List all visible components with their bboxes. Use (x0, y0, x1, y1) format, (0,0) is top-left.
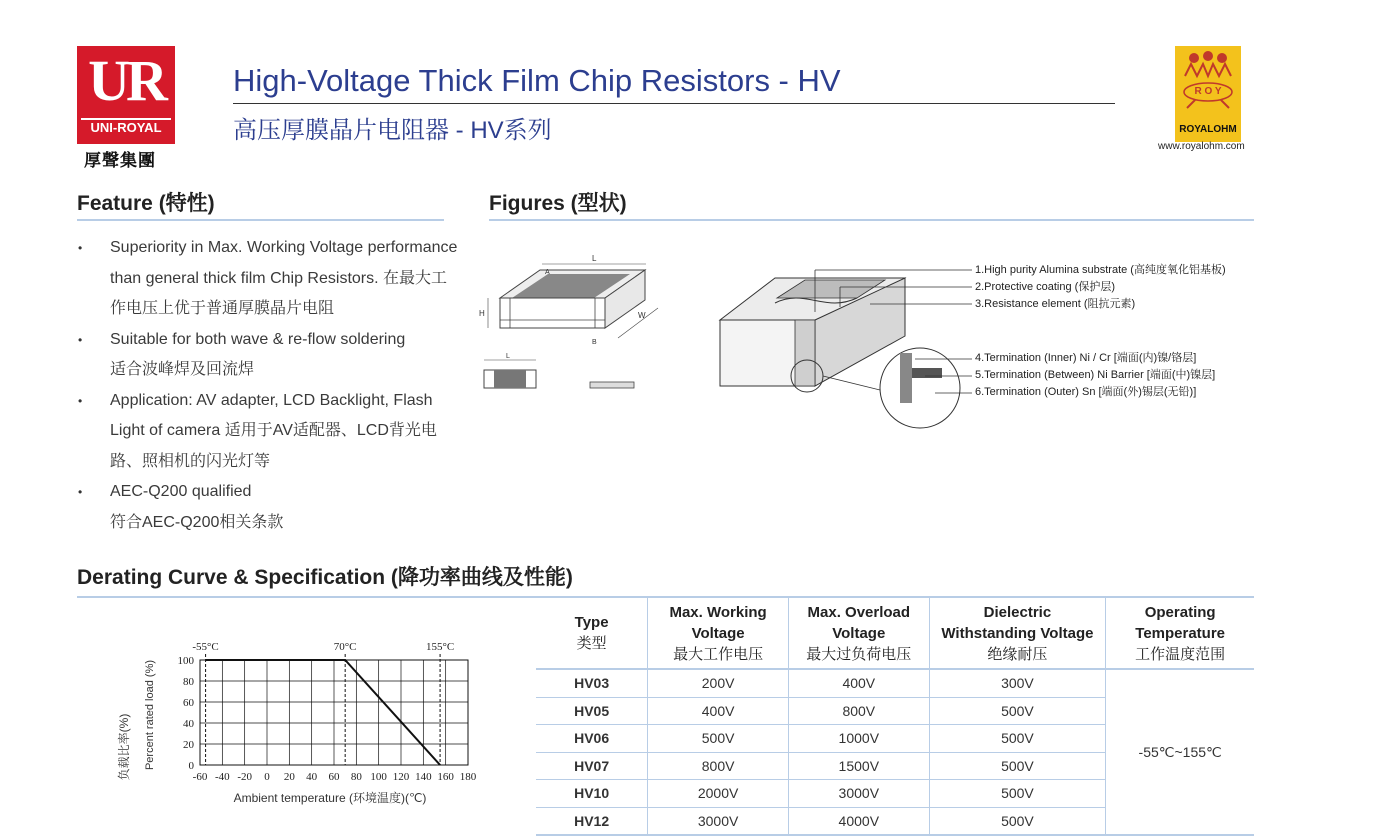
label-coating: 2.Protective coating (保护层) (975, 281, 1115, 293)
svg-text:L: L (592, 254, 597, 263)
svg-text:L: L (506, 353, 510, 360)
x-tick-label: -40 (214, 771, 230, 783)
y-tick-label: 0 (188, 760, 194, 772)
chart-ylabel-cn: 负载比率(%) (117, 713, 131, 781)
header-mwv: Max. Working Voltage 最大工作电压 (648, 598, 789, 669)
logo-cn: 厚聲集團 (84, 151, 156, 170)
header-mov: Max. Overload Voltage 最大过负荷电压 (789, 598, 930, 669)
x-tick-label: 120 (392, 771, 410, 783)
y-tick-label: 40 (183, 718, 194, 730)
x-tick-label: 40 (306, 771, 318, 783)
header-dwv: Dielectric Withstanding Voltage 绝缘耐压 (929, 598, 1106, 669)
x-tick-label: 0 (264, 771, 270, 783)
royalohm-logo (1175, 46, 1241, 142)
x-tick-label: -60 (192, 771, 208, 783)
operating-temp-cell: -55℃~155℃ (1106, 669, 1254, 835)
chart-ref-lines (206, 654, 441, 765)
table-row: HV10 2000V 3000V 500V (536, 780, 1254, 808)
table-row: HV05 400V 800V 500V (536, 697, 1254, 725)
top-label: 70°C (333, 641, 357, 653)
svg-text:B: B (592, 339, 597, 346)
figures-rule (489, 219, 1254, 221)
x-tick-label: -20 (237, 771, 253, 783)
figure-labels (975, 262, 1226, 401)
x-tick-label: 140 (415, 771, 432, 783)
royalohm-url: www.royalohm.com (1158, 141, 1245, 152)
y-tick-label: 60 (183, 697, 194, 709)
chart-grid (200, 660, 468, 765)
list-item: • Superiority in Max. Working Voltage performance than general thick film Chip Resistors. 在最大工 作电压上优于普通厚膜晶片电阻 (78, 233, 458, 325)
figure-leader-lines (810, 262, 980, 402)
list-item: • AEC-Q200 qualified 符合AEC-Q200相关条款 (78, 477, 458, 538)
feature-rule (77, 219, 444, 221)
crown-icon (1175, 46, 1241, 120)
figures-heading: Figures (型状) (489, 192, 627, 215)
top-labels (192, 641, 454, 653)
label-term-between: 5.Termination (Between) Ni Barrier [端面(中)镍层] (975, 369, 1216, 381)
x-tick-label: 20 (283, 771, 295, 783)
feature-list (78, 233, 458, 538)
y-tick-label: 80 (183, 676, 194, 688)
derating-heading: Derating Curve & Specification (降功率曲线及性能) (77, 566, 573, 589)
uniroyal-logo (77, 46, 175, 144)
svg-text:W: W (638, 311, 646, 320)
table-row: HV12 3000V 4000V 500V (536, 807, 1254, 835)
label-term-outer: 6.Termination (Outer) Sn [端面(外)锡层(无铅)] (975, 386, 1197, 398)
x-tick-label: 100 (370, 771, 387, 783)
page-subtitle: 高压厚膜晶片电阻器 - HV系列 (233, 117, 552, 144)
header-optemp: Operating Temperature 工作温度范围 (1106, 598, 1254, 669)
svg-text:A: A (545, 269, 550, 276)
feature-heading: Feature (特性) (77, 192, 215, 215)
list-item: • Suitable for both wave & re-flow soldering 适合波峰焊及回流焊 (78, 325, 458, 386)
x-tick-label: 180 (459, 771, 477, 783)
spec-table (536, 598, 1254, 836)
label-resistance: 3.Resistance element (阻抗元素) (975, 298, 1136, 310)
chip-dimension-drawing (470, 250, 670, 410)
y-tick-label: 100 (177, 655, 194, 667)
logo-brand: UNI-ROYAL (81, 118, 171, 136)
top-label: -55°C (192, 641, 219, 653)
y-tick-label: 20 (183, 739, 194, 751)
top-label: 155°C (425, 641, 455, 653)
label-term-inner: 4.Termination (Inner) Ni / Cr [端面(内)镍/铬层] (975, 352, 1197, 364)
derating-curve (206, 660, 441, 765)
page-title: High-Voltage Thick Film Chip Resistors - HV (233, 63, 841, 98)
royalohm-badge: R O Y (1194, 86, 1222, 97)
x-tick-label: 60 (328, 771, 340, 783)
royalohm-brand: ROYALOHM (1179, 124, 1237, 135)
table-header-row (536, 598, 1254, 669)
x-tick-label: 80 (350, 771, 362, 783)
list-item: • Application: AV adapter, LCD Backlight, Flash Light of camera 适用于AV适配器、LCD背光电 路、照相机的闪光灯等 (78, 386, 458, 478)
derating-chart (110, 635, 490, 815)
svg-text:H: H (479, 309, 485, 318)
header-type: Type 类型 (574, 614, 609, 652)
x-tick-label: 160 (437, 771, 454, 783)
title-rule (233, 103, 1115, 104)
table-row: HV06 500V 1000V 500V (536, 725, 1254, 753)
logo-mark: UR (88, 48, 164, 113)
x-ticks (193, 771, 477, 783)
chart-xlabel: Ambient temperature (环境温度)(℃) (233, 791, 427, 805)
table-row: HV03 200V 400V 300V -55℃~155℃ (536, 669, 1254, 697)
chart-ylabel-en: Percent rated load (%) (144, 659, 156, 771)
label-substrate: 1.High purity Alumina substrate (高纯度氧化铝基板) (975, 264, 1226, 276)
y-ticks (178, 655, 195, 772)
table-row: HV07 800V 1500V 500V (536, 752, 1254, 780)
